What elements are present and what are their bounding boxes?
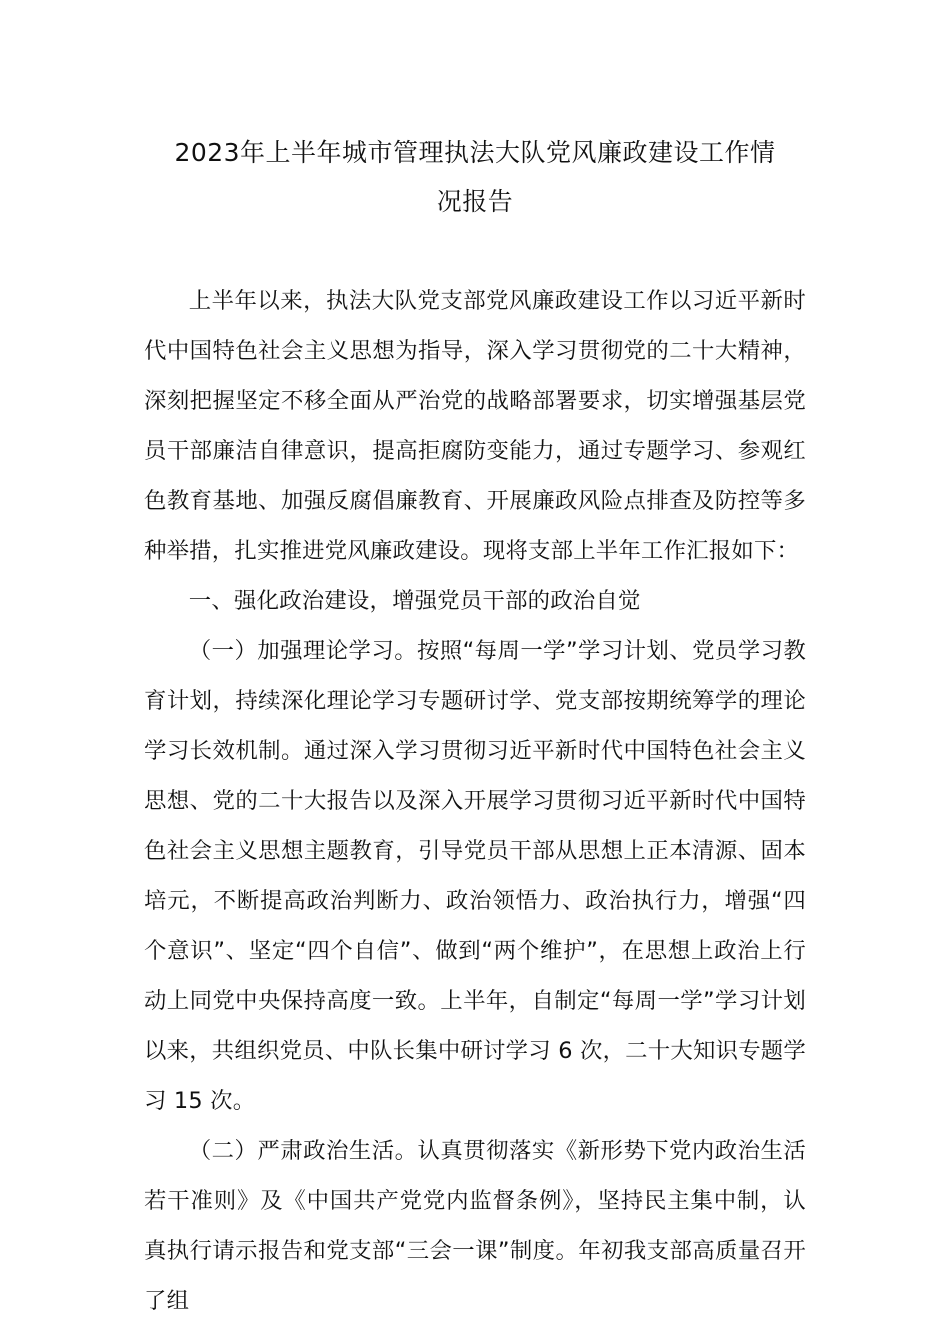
paragraph-theory-study: （一）加强理论学习。按照“每周一学”学习计划、党员学习教育计划，持续深化理论学习专题研讨学、党支部按期统筹学的理论学习长效机制。通过深入学习贯彻习近平新时代中国特色社会主义思想、党的二十大报告以及深入开展学习贯彻习近平新时代中国特色社会主义思想主题教育，引导党员干部从思想上正本清源、固本培元，不断提高政治判断力、政治领悟力、政治执行力，增强“四个意识”、坚定“四个自信”、做到“两个维护”，在思想上政治上行动上同党中央保持高度一致。上半年，自制定“每周一学”学习计划以来，共组织党员、中队长集中研讨学习 6 次，二十大知识专题学习 15 次。 <box>144 638 806 1114</box>
paragraph-political-life: （二）严肃政治生活。认真贯彻落实《新形势下党内政治生活若干准则》及《中国共产党党内监督条例》，坚持民主集中制，认真执行请示报告和党支部“三会一课”制度。年初我支部高质量召开了组 <box>144 1138 806 1314</box>
paragraph-intro: 上半年以来，执法大队党支部党风廉政建设工作以习近平新时代中国特色社会主义思想为指导，深入学习贯彻党的二十大精神，深刻把握坚定不移全面从严治党的战略部署要求，切实增强基层党员干部廉洁自律意识，提高拒腐防变能力，通过专题学习、参观红色教育基地、加强反腐倡廉教育、开展廉政风险点排查及防控等多种举措，扎实推进党风廉政建设。现将支部上半年工作汇报如下： <box>144 288 806 564</box>
document-title-line-1: 2023年上半年城市管理执法大队党风廉政建设工作情 <box>174 138 776 167</box>
document-title-line-2: 况报告 <box>436 187 514 216</box>
section-heading-1: 一、强化政治建设，增强党员干部的政治自觉 <box>188 588 641 614</box>
document-body <box>144 276 806 1326</box>
